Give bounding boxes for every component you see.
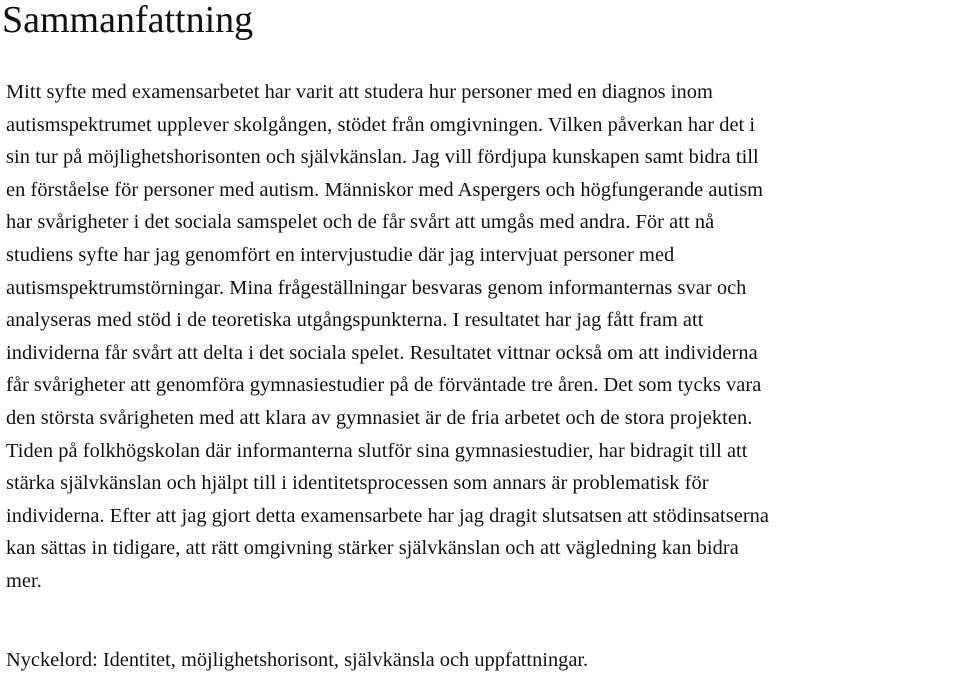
abstract-line: Mitt syfte med examensarbetet har varit att studera hur personer med en diagnos inom: [6, 81, 713, 103]
abstract-line: får svårigheter att genomföra gymnasiestudier på de förväntade tre åren. Det som tycks vara: [6, 374, 762, 397]
abstract-line: Tiden på folkhögskolan där informanterna slutför sina gymnasiestudier, har bidragit till att: [6, 439, 748, 462]
abstract-line: den största svårigheten med att klara av gymnasiet är de fria arbetet och de stora projekten.: [6, 406, 753, 429]
abstract-line: individerna. Efter att jag gjort detta examensarbete har jag dragit slutsatsen att stödinsatserna: [6, 504, 770, 527]
abstract-line: en förståelse för personer med autism. Människor med Aspergers och högfungerande autism: [6, 178, 764, 201]
page-title: Sammanfattning: [2, 0, 254, 41]
abstract-line: autismspektrumstörningar. Mina frågeställningar besvaras genom informanternas svar och: [6, 276, 747, 299]
abstract-line: har svårigheter i det sociala samspelet och de får svårt att umgås med andra. För att nå: [6, 211, 715, 234]
abstract-line: autismspektrumet upplever skolgången, stödet från omgivningen. Vilken påverkan har det i: [6, 113, 756, 136]
keywords-line: Nyckelord: Identitet, möjlighetshorisont, självkänsla och uppfattningar.: [6, 649, 589, 671]
abstract-line: sin tur på möjlighetshorisonten och självkänslan. Jag vill fördjupa kunskapen samt bidra till: [6, 146, 759, 169]
abstract-line: studiens syfte har jag genomfört en intervjustudie där jag intervjuat personer med: [6, 243, 675, 266]
abstract-line: kan sättas in tidigare, att rätt omgivning stärker självkänslan och att vägledning kan bidra: [6, 537, 739, 560]
abstract-line: analyseras med stöd i de teoretiska utgångspunkterna. I resultatet har jag fått fram att: [6, 309, 704, 332]
abstract-line: stärka självkänslan och hjälpt till i identitetsprocessen som annars är problematisk för: [6, 472, 709, 495]
abstract-line: individerna får svårt att delta i det sociala spelet. Resultatet vittnar också om att individerna: [6, 341, 758, 364]
abstract-line: mer.: [6, 569, 42, 592]
abstract-paragraph: [6, 76, 956, 598]
